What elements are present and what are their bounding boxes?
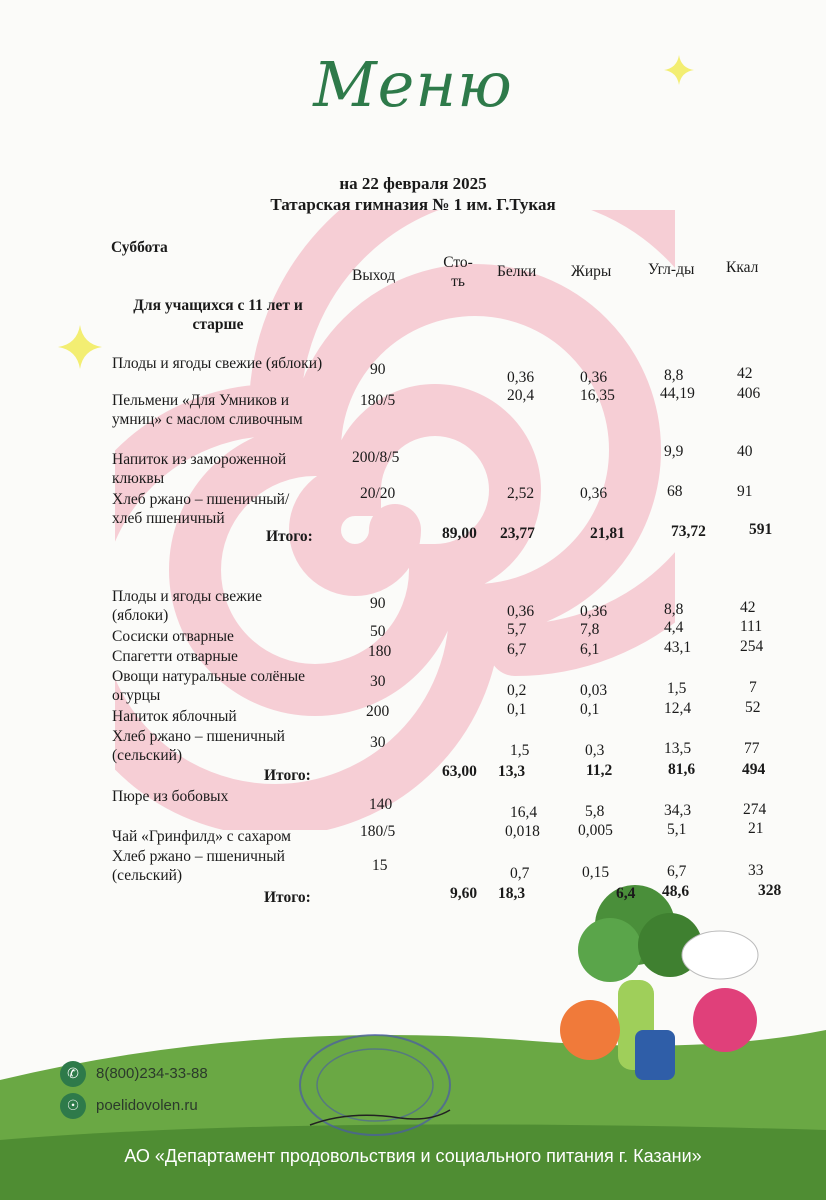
item-carbs: 43,1 — [664, 639, 692, 656]
item-kcal: 33 — [748, 862, 764, 879]
item-carbs: 34,3 — [664, 802, 692, 819]
item-name: Хлеб ржано – пшеничный (сельский) — [112, 728, 285, 764]
total-kcal: 328 — [758, 882, 782, 899]
item-yield: 140 — [369, 796, 393, 813]
item-kcal: 274 — [743, 801, 767, 818]
item-name: Пельмени «Для Умников и умниц» с маслом сливочным — [112, 392, 303, 428]
item-fat: 5,8 — [585, 803, 605, 820]
item-kcal: 21 — [748, 820, 764, 837]
item-yield: 180/5 — [360, 392, 396, 409]
item-name: Плоды и ягоды свежие (яблоки) — [112, 355, 323, 372]
star-icon — [58, 325, 102, 369]
item-carbs: 8,8 — [664, 367, 684, 384]
item-protein: 5,7 — [507, 621, 527, 638]
item-carbs: 44,19 — [660, 385, 695, 402]
age-group-label: Для учащихся с 11 лет и старше — [133, 297, 303, 333]
page-title: Меню — [313, 48, 513, 121]
item-carbs: 8,8 — [664, 601, 684, 618]
item-kcal: 42 — [740, 599, 756, 616]
item-yield: 50 — [370, 623, 386, 640]
col-protein: Белки — [497, 263, 537, 280]
item-name: Плоды и ягоды свежие (яблоки) — [112, 588, 263, 624]
item-yield: 200 — [366, 703, 390, 720]
item-name: Напиток из замороженной клюквы — [112, 451, 287, 487]
item-carbs: 68 — [667, 483, 683, 500]
item-carbs: 5,1 — [667, 821, 687, 838]
item-yield: 180/5 — [360, 823, 396, 840]
total-fat: 11,2 — [586, 762, 613, 779]
col-yield: Выход — [352, 267, 396, 284]
total-protein: 13,3 — [498, 763, 526, 780]
col-cost: Сто- ть — [443, 254, 473, 290]
total-cost: 89,00 — [442, 525, 477, 542]
item-name: Хлеб ржано – пшеничный/ хлеб пшеничный — [112, 491, 290, 527]
total-kcal: 494 — [742, 761, 766, 778]
item-carbs: 4,4 — [664, 619, 684, 636]
item-yield: 90 — [370, 361, 386, 378]
total-label: Итого: — [264, 889, 311, 906]
item-kcal: 111 — [740, 618, 763, 635]
total-cost: 9,60 — [450, 885, 478, 902]
total-protein: 18,3 — [498, 885, 526, 902]
phone-icon: ✆ — [60, 1061, 86, 1087]
item-kcal: 40 — [737, 443, 753, 460]
item-protein: 16,4 — [510, 804, 538, 821]
item-kcal: 7 — [749, 679, 757, 696]
col-fat: Жиры — [571, 263, 612, 280]
item-kcal: 91 — [737, 483, 753, 500]
total-carbs: 81,6 — [668, 761, 696, 778]
item-fat: 16,35 — [580, 387, 615, 404]
footer-organization: АО «Департамент продовольствия и социального питания г. Казани» — [124, 1146, 702, 1166]
col-carbs: Угл-ды — [648, 261, 695, 278]
item-kcal: 42 — [737, 365, 753, 382]
item-carbs: 1,5 — [667, 680, 687, 697]
cartoon-vegetables-illustration — [540, 880, 780, 1120]
total-fat: 21,81 — [590, 525, 625, 542]
item-fat: 0,03 — [580, 682, 608, 699]
item-protein: 1,5 — [510, 742, 530, 759]
school-name: Татарская гимназия № 1 им. Г.Тукая — [270, 195, 556, 214]
total-carbs: 48,6 — [662, 883, 690, 900]
phone-number[interactable]: 8(800)234-33-88 — [96, 1065, 208, 1082]
item-yield: 15 — [372, 857, 388, 874]
item-name: Чай «Гринфилд» с сахаром — [112, 828, 291, 845]
item-name: Пюре из бобовых — [112, 788, 229, 805]
item-protein: 20,4 — [507, 387, 535, 404]
total-kcal: 591 — [749, 521, 773, 538]
item-name: Овощи натуральные солёные огурцы — [112, 668, 306, 704]
item-yield: 90 — [370, 595, 386, 612]
official-stamp — [290, 1030, 460, 1150]
item-yield: 30 — [370, 734, 386, 751]
total-fat: 6,4 — [616, 885, 636, 902]
item-protein: 2,52 — [507, 485, 535, 502]
total-label: Итого: — [266, 528, 313, 545]
item-kcal: 52 — [745, 699, 761, 716]
item-kcal: 254 — [740, 638, 764, 655]
item-yield: 180 — [368, 643, 392, 660]
total-label: Итого: — [264, 767, 311, 784]
item-protein: 0,7 — [510, 865, 530, 882]
item-protein: 0,36 — [507, 369, 535, 386]
day-label: Суббота — [111, 239, 168, 256]
item-fat: 0,36 — [580, 369, 608, 386]
total-protein: 23,77 — [500, 525, 535, 542]
website-link[interactable]: poelidovolen.ru — [96, 1097, 198, 1114]
item-carbs: 13,5 — [664, 740, 692, 757]
item-fat: 0,1 — [580, 701, 600, 718]
item-protein: 0,1 — [507, 701, 527, 718]
item-carbs: 12,4 — [664, 700, 692, 717]
globe-icon: ☉ — [60, 1093, 86, 1119]
item-name: Напиток яблочный — [112, 708, 237, 725]
item-name: Хлеб ржано – пшеничный (сельский) — [112, 848, 285, 884]
menu-date: на 22 февраля 2025 — [339, 174, 487, 193]
item-fat: 6,1 — [580, 641, 600, 658]
item-fat: 0,15 — [582, 864, 610, 881]
item-carbs: 6,7 — [667, 863, 687, 880]
col-kcal: Ккал — [726, 259, 759, 276]
total-cost: 63,00 — [442, 763, 477, 780]
item-name: Спагетти отварные — [112, 648, 238, 665]
item-carbs: 9,9 — [664, 443, 684, 460]
item-name: Сосиски отварные — [112, 628, 234, 645]
item-kcal: 406 — [737, 385, 761, 402]
item-fat: 7,8 — [580, 621, 600, 638]
item-fat: 0,3 — [585, 742, 605, 759]
item-kcal: 77 — [744, 740, 760, 757]
item-protein: 0,018 — [505, 823, 540, 840]
item-fat: 0,36 — [580, 485, 608, 502]
item-fat: 0,005 — [578, 822, 613, 839]
item-fat: 0,36 — [580, 603, 608, 620]
item-yield: 200/8/5 — [352, 449, 400, 466]
total-carbs: 73,72 — [671, 523, 706, 540]
item-protein: 0,2 — [507, 682, 527, 699]
item-yield: 30 — [370, 673, 386, 690]
item-protein: 6,7 — [507, 641, 527, 658]
item-protein: 0,36 — [507, 603, 535, 620]
item-yield: 20/20 — [360, 485, 396, 502]
